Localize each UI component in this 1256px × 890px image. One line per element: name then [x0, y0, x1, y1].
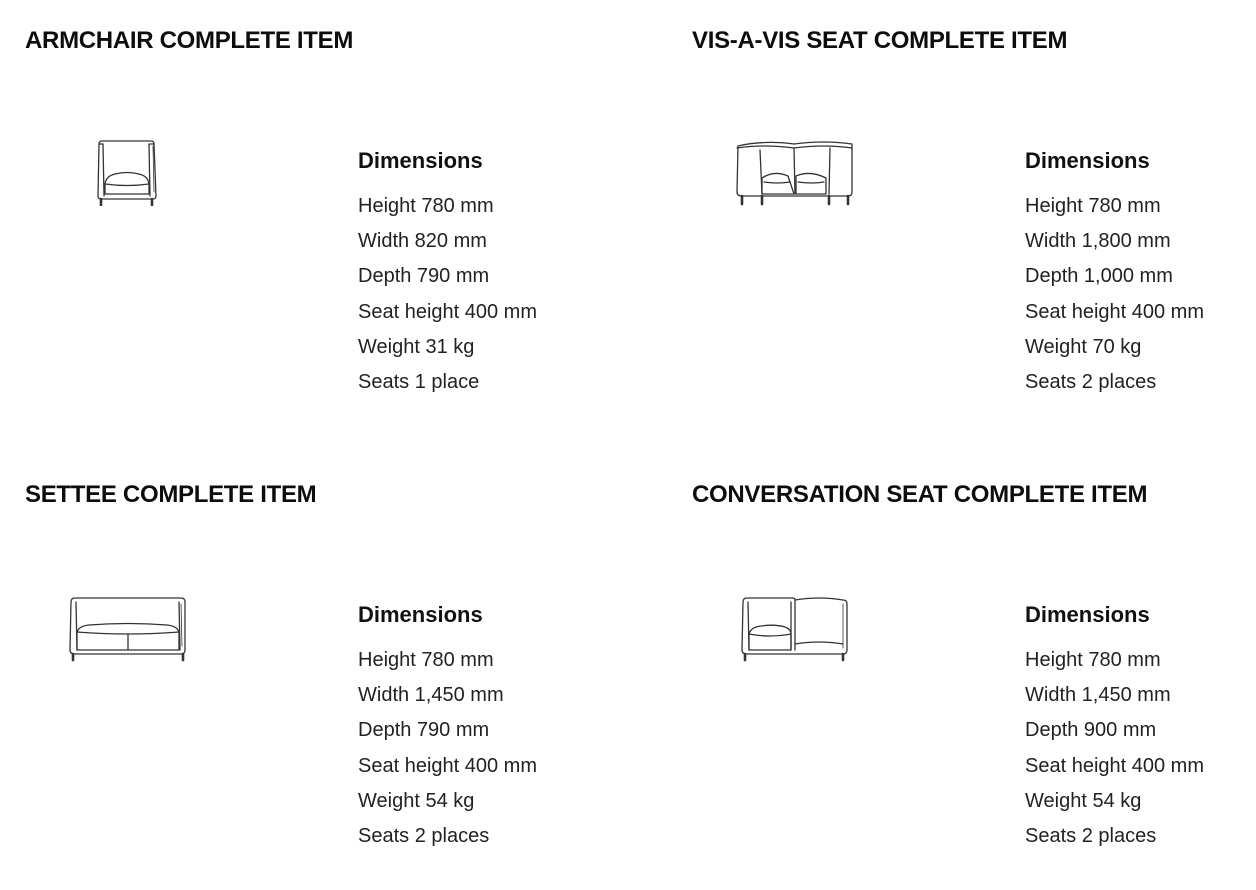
- spec-seat-height: Seat height 400 mm: [1025, 754, 1204, 777]
- conversation-seat-illustration: [739, 594, 849, 662]
- spec-width: Width 1,800 mm: [1025, 230, 1171, 253]
- spec-width: Width 1,450 mm: [1025, 684, 1171, 707]
- spec-seats: Seats 2 places: [358, 825, 490, 848]
- product-conversation-seat: [692, 454, 1256, 874]
- spec-depth: Depth 790 mm: [358, 265, 490, 288]
- dimensions-heading: Dimensions: [1025, 602, 1150, 627]
- spec-width: Width 820 mm: [358, 230, 487, 253]
- spec-weight: Weight 31 kg: [358, 335, 475, 358]
- spec-seat-height: Seat height 400 mm: [1025, 300, 1204, 323]
- spec-depth: Depth 1,000 mm: [1025, 265, 1173, 288]
- spec-seat-height: Seat height 400 mm: [358, 754, 537, 777]
- dimensions-heading: Dimensions: [358, 602, 483, 627]
- product-title: VIS-A-VIS SEAT COMPLETE ITEM: [692, 27, 1068, 54]
- armchair-illustration: [95, 138, 159, 206]
- dimensions-heading: Dimensions: [1025, 148, 1150, 173]
- spec-weight: Weight 70 kg: [1025, 335, 1142, 358]
- spec-seats: Seats 1 place: [358, 371, 480, 394]
- spec-height: Height 780 mm: [358, 195, 494, 217]
- vis-a-vis-seat-illustration: [734, 138, 856, 206]
- spec-seat-height: Seat height 400 mm: [358, 300, 537, 323]
- product-title: CONVERSATION SEAT COMPLETE ITEM: [692, 481, 1148, 508]
- product-armchair: [25, 0, 645, 420]
- spec-height: Height 780 mm: [1025, 649, 1161, 671]
- dimensions-panel: [358, 601, 537, 854]
- product-settee: [25, 454, 645, 874]
- spec-weight: Weight 54 kg: [1025, 789, 1142, 812]
- spec-width: Width 1,450 mm: [358, 684, 504, 707]
- spec-depth: Depth 790 mm: [358, 719, 490, 742]
- dimensions-panel: [1025, 147, 1204, 400]
- dimensions-heading: Dimensions: [358, 148, 483, 173]
- spec-weight: Weight 54 kg: [358, 789, 475, 812]
- spec-seats: Seats 2 places: [1025, 825, 1157, 848]
- product-title: ARMCHAIR COMPLETE ITEM: [25, 27, 354, 54]
- spec-depth: Depth 900 mm: [1025, 719, 1157, 742]
- spec-height: Height 780 mm: [358, 649, 494, 671]
- spec-height: Height 780 mm: [1025, 195, 1161, 217]
- dimensions-panel: [358, 147, 537, 400]
- product-vis-a-vis-seat: [692, 0, 1256, 420]
- dimensions-panel: [1025, 601, 1204, 854]
- product-title: SETTEE COMPLETE ITEM: [25, 481, 317, 508]
- settee-illustration: [67, 594, 189, 662]
- spec-seats: Seats 2 places: [1025, 371, 1157, 394]
